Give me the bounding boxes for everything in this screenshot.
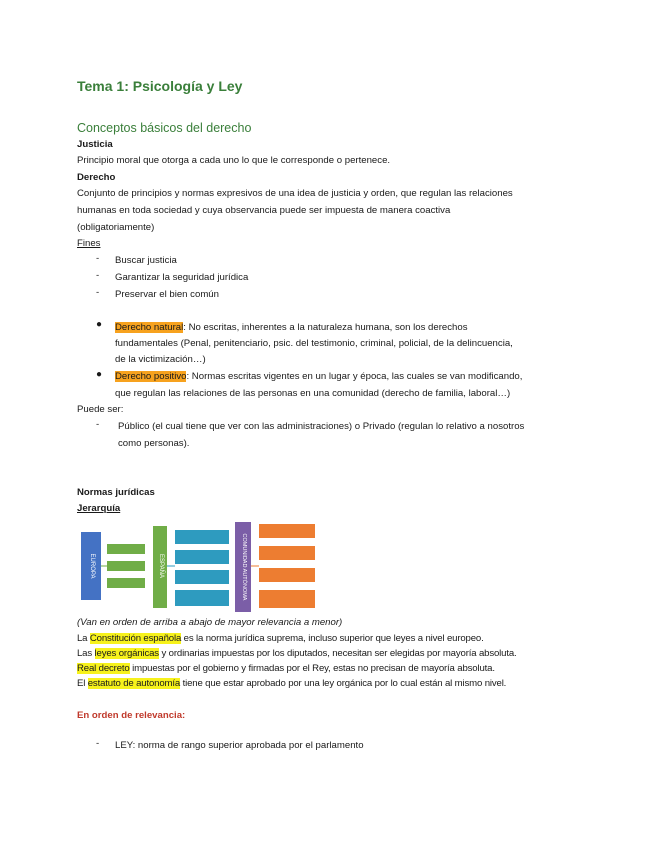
fines-item: Garantizar la seguridad jurídica <box>115 272 249 283</box>
diagram-espana-label: ESPAÑA <box>158 554 164 578</box>
diagram-europa-item <box>107 544 145 554</box>
relevancia-heading: En orden de relevancia: <box>77 710 186 721</box>
page-title: Tema 1: Psicología y Ley <box>77 78 243 94</box>
normas-line <box>77 676 506 692</box>
derecho-positivo-text: : Normas escritas vigentes en un lugar y época, las cuales se van modificando, <box>186 371 523 382</box>
derecho-definition-line: humanas en toda sociedad y cuya observancia puede ser impuesta de manera coactiva <box>77 205 451 216</box>
estatuto-highlight: estatuto de autonomía <box>87 678 181 689</box>
diagram-comunidad-item <box>259 590 315 608</box>
diagram-comunidad-label: COMUNIDAD AUTÓNOMA <box>241 533 247 601</box>
justicia-definition: Principio moral que otorga a cada uno lo que le corresponde o pertenece. <box>77 155 391 166</box>
diagram-espana-item <box>175 550 229 564</box>
diagram-espana-item <box>175 530 229 544</box>
fines-item: Preservar el bien común <box>115 289 219 300</box>
puede-ser-text: Público (el cual tiene que ver con las administraciones) o Privado (regulan lo relativo a nosotros <box>118 421 525 432</box>
real-decreto-highlight: Real decreto <box>77 663 130 674</box>
normas-line-text: es la norma jurídica suprema, incluso superior que leyes a nivel europeo. <box>181 633 484 644</box>
derecho-definition-line: Conjunto de principios y normas expresivos de una idea de justicia y orden, que regulan las relaciones <box>77 188 513 199</box>
diagram-espana-item <box>175 590 229 606</box>
justicia-term: Justicia <box>77 139 113 150</box>
normas-line <box>77 661 495 677</box>
normas-line-text: Las <box>77 648 95 659</box>
fines-item: Buscar justicia <box>115 255 177 266</box>
diagram-comunidad-item <box>259 568 315 582</box>
diagram-comunidad-item <box>259 546 315 560</box>
normas-line-text: El <box>77 678 88 689</box>
diagram-europa-label: EUROPA <box>89 553 95 579</box>
diagram-caption: (Van en orden de arriba a abajo de mayor relevancia a menor) <box>77 617 343 628</box>
normas-line-text: tiene que estar aprobado por una ley orgánica por lo cual están al mismo nivel. <box>180 678 507 689</box>
dash-marker: - <box>96 287 100 298</box>
derecho-positivo-term: Derecho positivo <box>115 371 187 382</box>
bullet-icon: ● <box>96 319 103 330</box>
jerarquia-heading: Jerarquía <box>77 503 121 514</box>
derecho-positivo-text: que regulan las relaciones de las personas en una comunidad (derecho de familia, laboral…) <box>115 388 511 399</box>
normas-heading: Normas jurídicas <box>77 487 155 498</box>
puede-ser-label: Puede ser: <box>77 404 124 415</box>
diagram-europa-item <box>107 578 145 588</box>
bullet-icon: ● <box>96 369 103 380</box>
derecho-natural-text: de la victimización…) <box>115 354 206 365</box>
diagram-espana-item <box>175 570 229 584</box>
relevancia-item: LEY: norma de rango superior aprobada por el parlamento <box>115 740 364 751</box>
fines-heading: Fines <box>77 238 101 249</box>
puede-ser-text: como personas). <box>118 438 190 449</box>
constitucion-highlight: Constitución española <box>89 633 182 644</box>
normas-line-text: impuestas por el gobierno y firmadas por el Rey, estas no precisan de mayoría absoluta. <box>129 663 495 674</box>
derecho-definition-line: (obligatoriamente) <box>77 222 155 233</box>
normas-line-text: y ordinarias impuestas por los diputados, necesitan ser elegidas por mayoría absoluta. <box>158 648 517 659</box>
tipo-natural-line <box>115 320 468 336</box>
dash-marker: - <box>96 270 100 281</box>
dash-marker: - <box>96 419 100 430</box>
dash-marker: - <box>96 738 100 749</box>
normas-line <box>77 646 517 662</box>
section-heading: Conceptos básicos del derecho <box>77 121 252 135</box>
diagram-comunidad-item <box>259 524 315 538</box>
leyes-organicas-highlight: leyes orgánicas <box>94 648 159 659</box>
hierarchy-diagram <box>77 520 317 612</box>
derecho-natural-term: Derecho natural <box>115 322 184 333</box>
derecho-term: Derecho <box>77 172 116 183</box>
normas-line <box>77 631 484 647</box>
tipo-positivo-line <box>115 369 522 385</box>
diagram-europa-item <box>107 561 145 571</box>
derecho-natural-text: : No escritas, inherentes a la naturaleza humana, son los derechos <box>183 322 468 333</box>
normas-line-text: La <box>77 633 90 644</box>
derecho-natural-text: fundamentales (Penal, penitenciario, psic. del testimonio, criminal, policial, de la delincuencia, <box>115 338 513 349</box>
dash-marker: - <box>96 253 100 264</box>
